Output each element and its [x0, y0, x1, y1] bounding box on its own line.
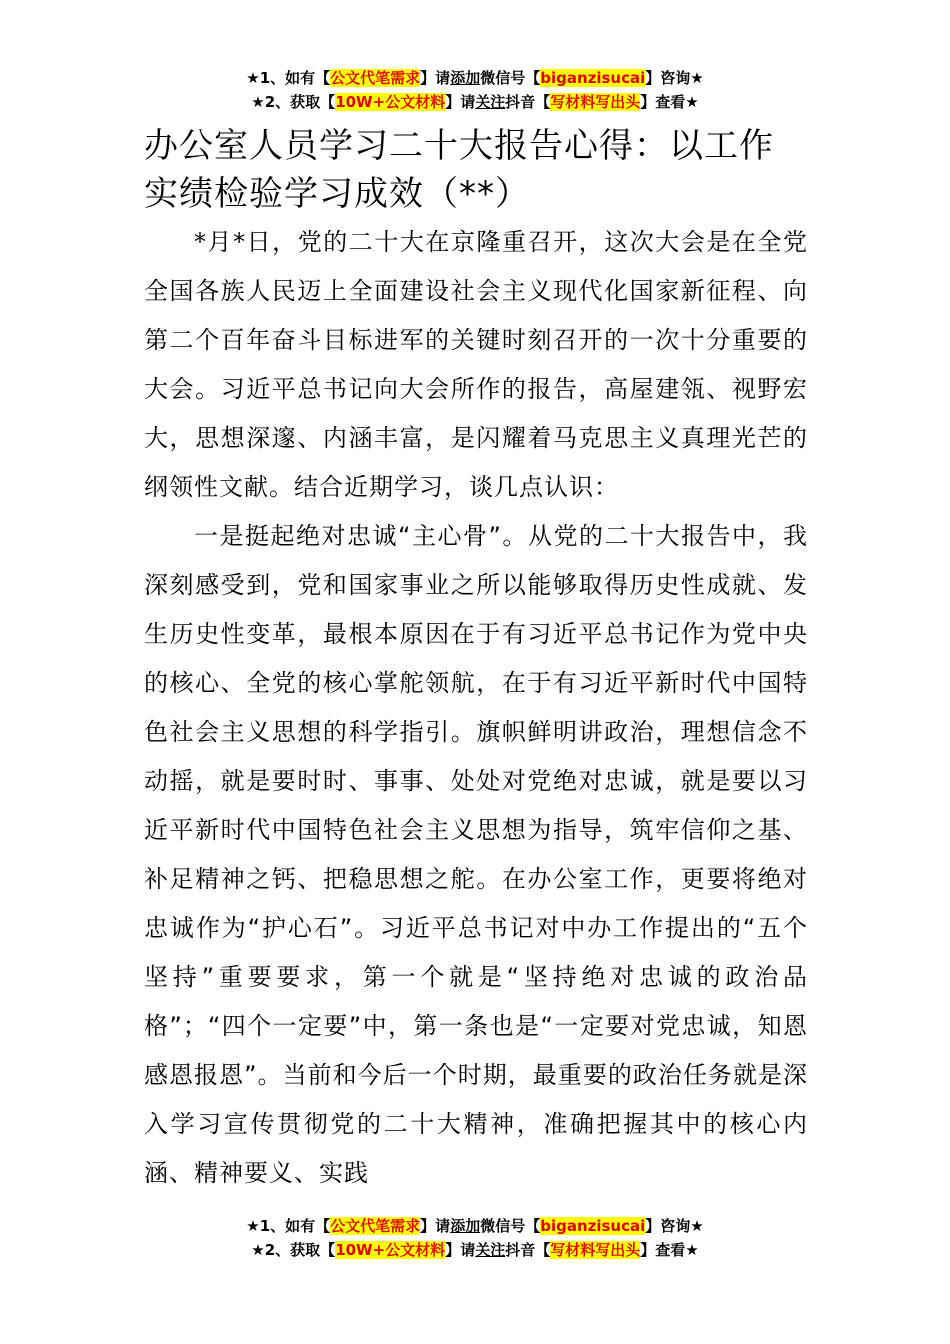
- promo-highlight: 写材料写出头: [550, 1241, 641, 1259]
- promo-highlight: 10W+公文材料: [335, 93, 446, 111]
- promo-text: 】咨询★: [645, 1217, 704, 1235]
- promo-highlight: biganzisucai: [540, 69, 646, 87]
- promo-highlight: biganzisucai: [540, 1217, 646, 1235]
- promo-text: 】查看★: [640, 1241, 699, 1259]
- promo-line-1: [0, 1214, 950, 1238]
- promo-line-2: [0, 1238, 950, 1262]
- promo-line-1: [0, 66, 950, 90]
- promo-line-2: [0, 90, 950, 114]
- promo-highlight: 10W+公文材料: [335, 1241, 446, 1259]
- promo-text: 抖音【: [505, 1241, 551, 1259]
- promo-underlined: 关注: [475, 93, 506, 111]
- promo-text: ★1、如有【: [246, 1217, 331, 1235]
- promo-text: 微信号【: [480, 1217, 541, 1235]
- promo-text: 】请: [420, 1217, 451, 1235]
- promo-highlight: 公文代笔需求: [330, 69, 421, 87]
- promo-text: ★1、如有【: [246, 69, 331, 87]
- promo-text: 】请: [445, 1241, 476, 1259]
- promo-banner-top: [0, 66, 950, 114]
- promo-text: 抖音【: [505, 93, 551, 111]
- promo-text: 】请: [420, 69, 451, 87]
- promo-text: 】请: [445, 93, 476, 111]
- promo-text: 】咨询★: [645, 69, 704, 87]
- promo-text: ★2、获取【: [251, 1241, 336, 1259]
- promo-highlight: 公文代笔需求: [330, 1217, 421, 1235]
- promo-text: 】查看★: [640, 93, 699, 111]
- paragraph-point-1: 一是挺起绝对忠诚“主心骨”。从党的二十大报告中，我深刻感受到，党和国家事业之所以能够取得历史性成就、发生历史性变革，最根本原因在于有习近平总书记作为党中央的核心、全党的核心掌舵领航，在于有习近平新时代中国特色社会主义思想的科学指引。旗帜鲜明讲政治，理想信念不动摇，就是要时时、事事、处处对党绝对忠诚，就是要以习近平新时代中国特色社会主义思想为指导，筑牢信仰之基、补足精神之钙、把稳思想之舵。在办公室工作，更要将绝对忠诚作为“护心石”。习近平总书记对中办工作提出的“五个坚持”重要要求，第一个就是“坚持绝对忠诚的政治品格”；“四个一定要”中，第一条也是“一定要对党忠诚，知恩感恩报恩”。当前和今后一个时期，最重要的政治任务就是深入学习宣传贯彻党的二十大精神，准确把握其中的核心内涵、精神要义、实践: [144, 522, 808, 1187]
- promo-underlined: 添加: [450, 1217, 481, 1235]
- document-title: 办公室人员学习二十大报告心得：以工作实绩检验学习成效（**）: [144, 126, 774, 214]
- document-body: [144, 122, 808, 1198]
- paragraph-intro: *月*日，党的二十大在京隆重召开，这次大会是在全党全国各族人民迈上全面建设社会主义现代化国家新征程、向第二个百年奋斗目标进军的关键时刻召开的一次十分重要的大会。习近平总书记向大会所作的报告，高屋建瓴、视野宏大，思想深邃、内涵丰富，是闪耀着马克思主义真理光芒的纲领性文献。结合近期学习，谈几点认识：: [144, 228, 808, 501]
- promo-underlined: 添加: [450, 69, 481, 87]
- promo-banner-bottom: [0, 1214, 950, 1262]
- promo-highlight: 写材料写出头: [550, 93, 641, 111]
- promo-underlined: 关注: [475, 1241, 506, 1259]
- promo-text: 微信号【: [480, 69, 541, 87]
- promo-text: ★2、获取【: [251, 93, 336, 111]
